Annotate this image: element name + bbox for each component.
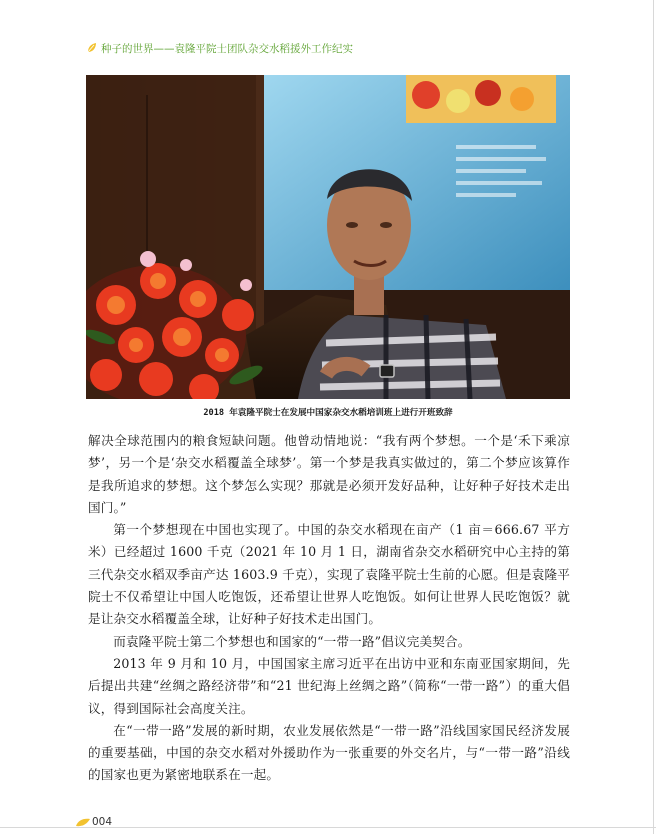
paragraph-3: 而袁隆平院士第二个梦想也和国家的“一带一路”倡议完美契合。 (113, 633, 471, 649)
page-marker-icon (76, 818, 90, 827)
page-number: 004 (92, 816, 113, 828)
page-footer (76, 816, 112, 828)
photo-illustration (86, 75, 570, 399)
body-text (88, 430, 570, 787)
photo-caption: 2018 年袁隆平院士在发展中国家杂交水稻培训班上进行开班致辞 (203, 408, 453, 418)
running-header (86, 40, 353, 56)
leaf-icon (86, 42, 98, 54)
paragraph-4: 2013 年 9 月和 10 月，中国国家主席习近平在出访中亚和东南亚国家期间，先后提出共建“丝绸之路经济带”和“21 世纪海上丝绸之路”（简称“一带一路”）的重大倡议，得到国际社会高度关注。 (88, 655, 570, 716)
page-edge-right (653, 0, 654, 834)
photo-speech (86, 75, 570, 399)
paragraph-1: 解决全球范围内的粮食短缺问题。他曾动情地说：“我有两个梦想。一个是‘禾下乘凉梦’，另一个是‘杂交水稻覆盖全球梦’。第一个梦是我真实做过的，第二个梦应该算作是我所追求的梦想。这个梦怎么实现？那就是必须开发好品种，让好种子好技术走出国门。” (88, 433, 570, 515)
running-header-title: 种子的世界——袁隆平院士团队杂交水稻援外工作纪实 (101, 42, 353, 55)
paragraph-5: 在“一带一路”发展的新时期，农业发展依然是“一带一路”沿线国家国民经济发展的重要基础，中国的杂交水稻对外援助作为一张重要的外交名片，与“一带一路”沿线的国家也更为紧密地联系在一起。 (88, 722, 570, 783)
paragraph-2: 第一个梦想现在中国也实现了。中国的杂交水稻现在亩产（1 亩＝666.67 平方米）已经超过 1600 千克（2021 年 10 月 1 日，湖南省杂交水稻研究中心主持的第三代杂交水稻双季亩产达 1603.9 千克），实现了袁隆平院士生前的心愿。但是袁隆平院士不仅希望让中国人吃饱饭，还希望让世界人吃饱饭。如何让世界人民吃饱饭？就是让杂交水稻覆盖全球，让好种子好技术走出国门。 (88, 522, 570, 627)
